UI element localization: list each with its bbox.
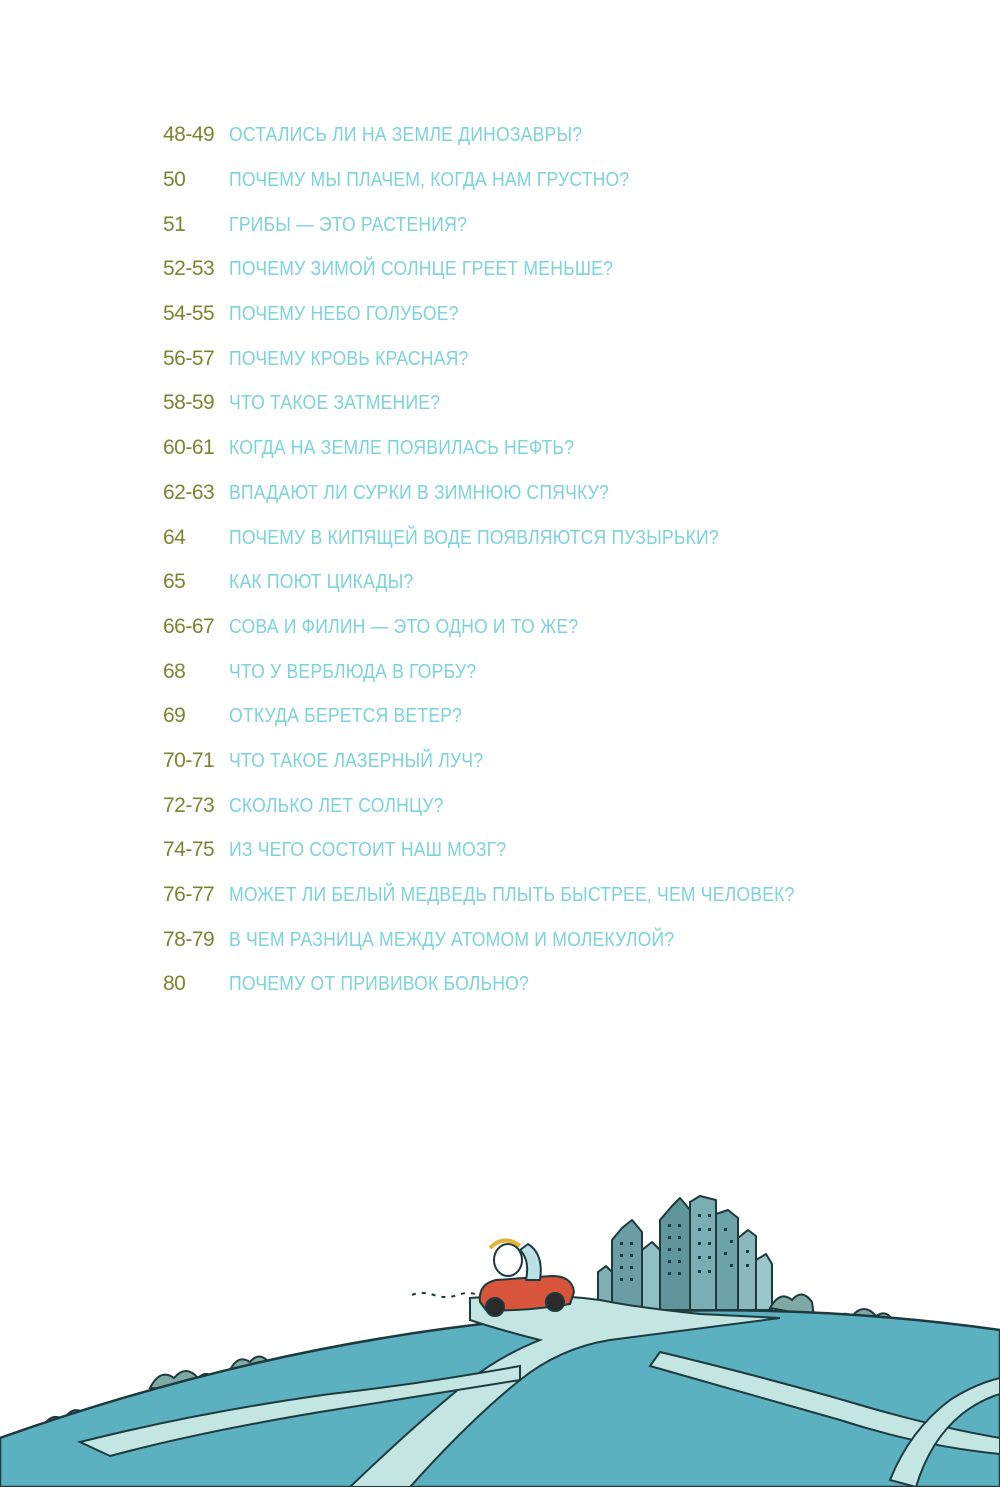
city-skyline [598,1196,772,1310]
toc-page-number: 72-73 [163,793,215,817]
toc-entry [163,247,963,292]
toc-question-title: МОЖЕТ ЛИ БЕЛЫЙ МЕДВЕДЬ ПЛЫТЬ БЫСТРЕЕ, ЧЕМ ЧЕЛОВЕК? [229,883,795,907]
toc-page-number: 64 [163,525,186,549]
toc-question-title: СОВА И ФИЛИН — ЭТО ОДНО И ТО ЖЕ? [229,614,579,638]
toc-entry [163,739,963,784]
toc-question-title: ПОЧЕМУ ОТ ПРИВИВОК БОЛЬНО? [229,972,530,996]
toc-entry [163,515,963,560]
planet [0,1310,1000,1487]
toc-page-number: 54-55 [163,302,215,326]
toc-page-number: 68 [163,659,186,683]
toc-page-number: 62-63 [163,480,215,504]
toc-entry [163,605,963,650]
car [412,1240,574,1316]
toc-entry [163,873,963,918]
toc-entry [163,783,963,828]
toc-entry [163,649,963,694]
toc-question-title: ОТКУДА БЕРЕТСЯ ВЕТЕР? [229,704,463,728]
toc-entry [163,560,963,605]
toc-question-title: ПОЧЕМУ В КИПЯЩЕЙ ВОДЕ ПОЯВЛЯЮТСЯ ПУЗЫРЬКИ? [229,525,719,549]
toc-entry [163,694,963,739]
toc-entry [163,828,963,873]
toc-page-number: 70-71 [163,748,215,772]
toc-question-title: ИЗ ЧЕГО СОСТОИТ НАШ МОЗГ? [229,838,507,862]
planet-city-car-icon [0,1180,1000,1487]
toc-page-number: 51 [163,212,186,236]
toc-page-number: 76-77 [163,883,215,907]
toc-question-title: В ЧЕМ РАЗНИЦА МЕЖДУ АТОМОМ И МОЛЕКУЛОЙ? [229,927,675,951]
table-of-contents [163,113,963,1007]
toc-entry [163,292,963,337]
toc-entry [163,158,963,203]
toc-question-title: ПОЧЕМУ ЗИМОЙ СОЛНЦЕ ГРЕЕТ МЕНЬШЕ? [229,257,614,281]
toc-page-number: 58-59 [163,391,215,415]
toc-question-title: КАК ПОЮТ ЦИКАДЫ? [229,570,414,594]
toc-question-title: КОГДА НА ЗЕМЛЕ ПОЯВИЛАСЬ НЕФТЬ? [229,436,575,460]
toc-entry [163,113,963,158]
toc-page-number: 78-79 [163,927,215,951]
toc-question-title: ЧТО ТАКОЕ ЛАЗЕРНЫЙ ЛУЧ? [229,748,484,772]
toc-question-title: ЧТО ТАКОЕ ЗАТМЕНИЕ? [229,391,441,415]
toc-page-number: 65 [163,570,186,594]
toc-question-title: ВПАДАЮТ ЛИ СУРКИ В ЗИМНЮЮ СПЯЧКУ? [229,480,609,504]
toc-entry [163,426,963,471]
toc-entry [163,381,963,426]
toc-question-title: ГРИБЫ — ЭТО РАСТЕНИЯ? [229,212,468,236]
toc-question-title: ПОЧЕМУ НЕБО ГОЛУБОЕ? [229,302,459,326]
toc-page-number: 66-67 [163,614,215,638]
toc-entry [163,471,963,516]
toc-page-number: 80 [163,972,186,996]
toc-question-title: ЧТО У ВЕРБЛЮДА В ГОРБУ? [229,659,477,683]
toc-entry [163,917,963,962]
toc-question-title: ПОЧЕМУ КРОВЬ КРАСНАЯ? [229,346,469,370]
toc-page-number: 74-75 [163,838,215,862]
toc-question-title: СКОЛЬКО ЛЕТ СОЛНЦУ? [229,793,444,817]
toc-page-number: 69 [163,704,186,728]
toc-question-title: ПОЧЕМУ МЫ ПЛАЧЕМ, КОГДА НАМ ГРУСТНО? [229,168,630,192]
toc-page-number: 56-57 [163,346,215,370]
toc-question-title: ОСТАЛИСЬ ЛИ НА ЗЕМЛЕ ДИНОЗАВРЫ? [229,123,583,147]
toc-entry [163,336,963,381]
toc-entry [163,962,963,1007]
toc-entry [163,202,963,247]
toc-page-number: 52-53 [163,257,215,281]
toc-page-number: 50 [163,168,186,192]
toc-page-number: 60-61 [163,436,215,460]
toc-page-number: 48-49 [163,123,215,147]
